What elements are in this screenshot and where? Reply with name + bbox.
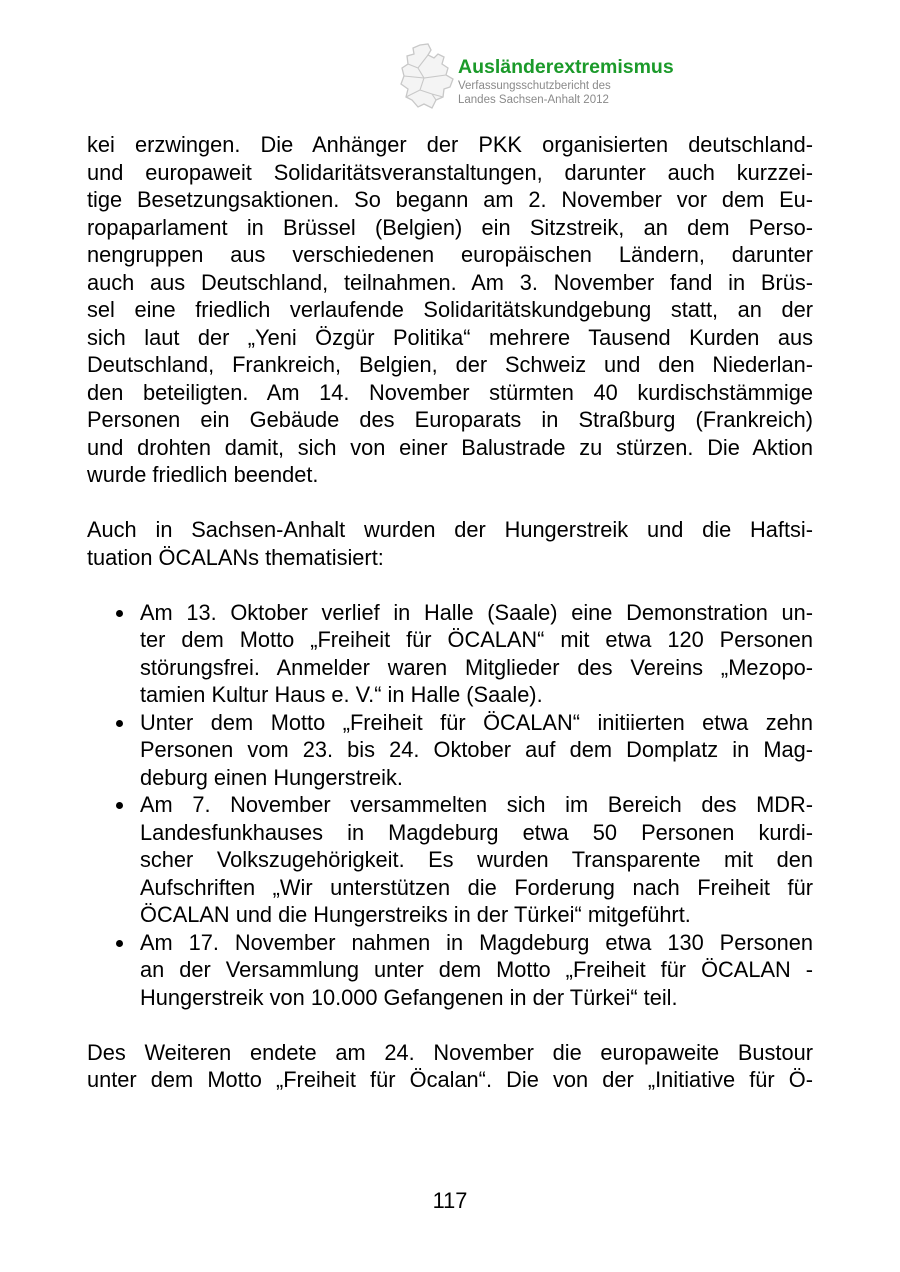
text-line: tige Besetzungsaktionen. So begann am 2. November vor dem Eu- [87,187,813,212]
text-line: ter dem Motto „Freiheit für ÖCALAN“ mit etwa 120 Personen [140,627,813,652]
text-line: sel eine friedlich verlaufende Solidaritätskundgebung statt, an der [87,297,813,322]
text-line: Unter dem Motto „Freiheit für ÖCALAN“ initiierten etwa zehn [140,709,813,735]
text-line: Des Weiteren endete am 24. November die europaweite Bustour [87,1039,813,1065]
text-line: und europaweit Solidaritätsveranstaltungen, darunter auch kurzzei- [87,159,813,185]
text-line: Landesfunkhauses in Magdeburg etwa 50 Personen kurdi- [140,819,813,845]
bullet-icon [116,720,123,727]
text-line: ropaparlament in Brüssel (Belgien) ein Sitzstreik, an dem Perso- [87,214,813,240]
bullet-item [87,791,813,929]
bullet-icon [116,802,123,809]
text-line: Personen ein Gebäude des Europarats in Straßburg (Frankreich) [87,407,813,432]
text-line: Hungerstreik von 10.000 Gefangenen in der Türkei“ teil. [140,984,678,1010]
paragraph-1 [87,131,813,489]
body-text [87,131,813,1094]
text-line: tamien Kultur Haus e. V.“ in Halle (Saale). [140,682,543,707]
text-line: scher Volkszugehörigkeit. Es wurden Transparente mit den [140,847,813,872]
bullet-list [87,599,813,1012]
sachsen-anhalt-map-icon [398,42,456,110]
text-line: nengruppen aus verschiedenen europäischen Ländern, darunter [87,242,813,267]
page-number: 117 [432,1188,468,1213]
text-line: kei erzwingen. Die Anhänger der PKK organisierten deutschland- [87,132,813,157]
text-line: tuation ÖCALANs thematisiert: [87,544,384,570]
header-title: Ausländerextremismus [458,56,674,78]
text-line: sich laut der „Yeni Özgür Politika“ mehrere Tausend Kurden aus [87,324,813,350]
text-line: Deutschland, Frankreich, Belgien, der Schweiz und den Niederlan- [87,352,813,377]
paragraph-gap [87,1011,813,1039]
header-subtitle-line-2: Landes Sachsen-Anhalt 2012 [458,93,609,106]
text-line: auch aus Deutschland, teilnahmen. Am 3. November fand in Brüs- [87,269,813,295]
text-line: an der Versammlung unter dem Motto „Freiheit für ÖCALAN - [140,957,813,982]
text-line: Am 17. November nahmen in Magdeburg etwa 130 Personen [140,929,813,955]
bullet-icon [116,610,123,617]
paragraph-gap [87,489,813,517]
text-line: Am 13. Oktober verlief in Halle (Saale) eine Demonstration un- [140,599,813,625]
text-line: unter dem Motto „Freiheit für Öcalan“. Die von der „Initiative für Ö- [87,1067,813,1092]
bullet-item [87,929,813,1012]
text-line: ÖCALAN und die Hungerstreiks in der Türkei“ mitgeführt. [140,902,691,927]
text-line: Am 7. November versammelten sich im Bereich des MDR- [140,792,813,817]
text-line: Auch in Sachsen-Anhalt wurden der Hungerstreik und die Haftsi- [87,517,813,542]
paragraph-2 [87,516,813,571]
text-line: und drohten damit, sich von einer Balustrade zu stürzen. Die Aktion [87,434,813,460]
bullet-icon [116,940,123,947]
bullet-item [87,709,813,792]
paragraph-3 [87,1039,813,1094]
text-line: deburg einen Hungerstreik. [140,764,403,790]
text-line: Personen vom 23. bis 24. Oktober auf dem Domplatz in Mag- [140,737,813,762]
text-line: störungsfrei. Anmelder waren Mitglieder des Vereins „Mezopo- [140,654,813,680]
page-header [398,42,718,112]
bullet-item [87,599,813,709]
paragraph-gap [87,571,813,599]
text-line: den beteiligten. Am 14. November stürmten 40 kurdischstämmige [87,379,813,405]
header-subtitle-line-1: Verfassungsschutzbericht des [458,80,611,92]
header-subtitle [458,80,611,107]
text-line: Aufschriften „Wir unterstützen die Forderung nach Freiheit für [140,874,813,900]
text-line: wurde friedlich beendet. [87,462,319,487]
